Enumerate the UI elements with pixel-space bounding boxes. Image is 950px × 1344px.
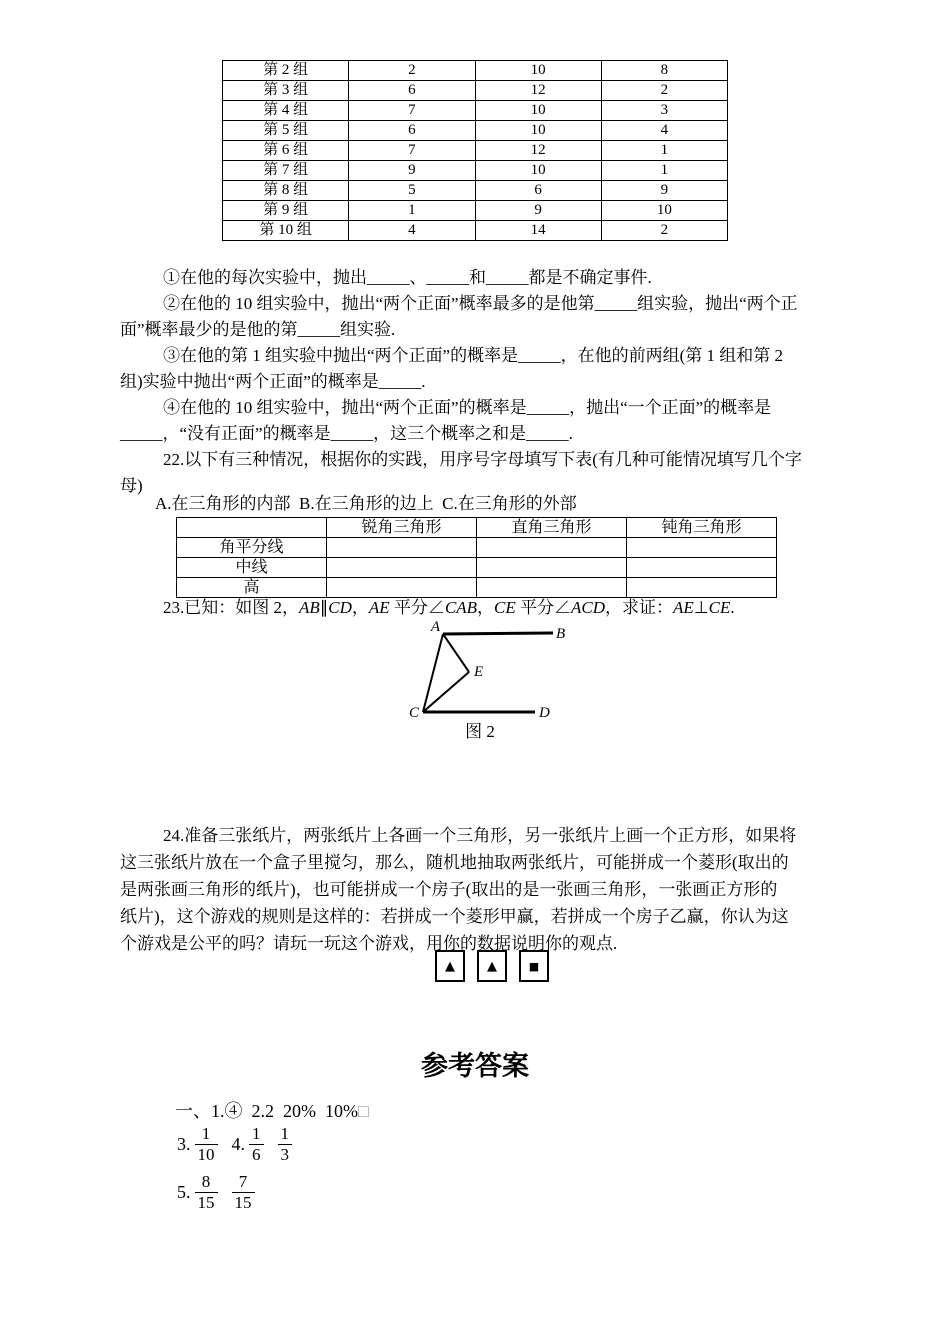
table-cell: 10 — [601, 201, 727, 221]
table-cell: 4 — [349, 221, 475, 241]
table-cell: 6 — [475, 181, 601, 201]
fraction-denominator: 3 — [278, 1144, 293, 1165]
table-cell: 第 6 组 — [223, 141, 349, 161]
column-header: 锐角三角形 — [327, 518, 477, 538]
triangle-card — [477, 950, 507, 982]
answer-line-3 — [177, 1172, 269, 1212]
column-header: 直角三角形 — [477, 518, 627, 538]
table-cell: 第 3 组 — [223, 81, 349, 101]
question-line: _____，“没有正面”的概率是_____，这三个概率之和是_____. — [120, 424, 573, 443]
line-AC — [423, 634, 443, 712]
table-cell: 2 — [601, 81, 727, 101]
table-row — [177, 558, 777, 578]
question-line: ④在他的 10 组实验中，抛出“两个正面”的概率是_____，抛出“一个正面”的概率是 — [163, 398, 772, 417]
fraction — [195, 1124, 218, 1164]
text-segment: 平分∠ — [389, 598, 445, 617]
table-row — [223, 81, 728, 101]
question-line: 面”概率最少的是他的第_____组实验. — [120, 320, 396, 339]
table-cell — [177, 518, 327, 538]
text-segment: ，求证： — [605, 598, 674, 617]
table-cell: 2 — [349, 61, 475, 81]
fraction — [232, 1172, 255, 1212]
math-var: AB — [299, 598, 320, 617]
triangle-icon: ▲ — [445, 958, 455, 974]
answer-cell — [477, 538, 627, 558]
experiment-results-table — [222, 60, 728, 241]
table-cell: 第 8 组 — [223, 181, 349, 201]
table-cell: 10 — [475, 101, 601, 121]
fraction-denominator: 15 — [195, 1192, 218, 1213]
figure-2-geometry-diagram — [398, 618, 608, 730]
answer-cell — [327, 538, 477, 558]
table-cell: 6 — [349, 121, 475, 141]
math-var: CAB — [444, 598, 478, 617]
table-row — [223, 61, 728, 81]
table-cell: 3 — [601, 101, 727, 121]
table-cell: 第 9 组 — [223, 201, 349, 221]
square-card — [519, 950, 549, 982]
table-row — [223, 121, 728, 141]
triangle-icon: ▲ — [487, 958, 497, 974]
fraction — [278, 1124, 293, 1164]
question-line: 组)实验中抛出“两个正面”的概率是_____. — [120, 372, 426, 391]
answer-text: 一、1.④ 2.2 20% 10% — [175, 1101, 358, 1121]
table-row — [223, 161, 728, 181]
table-cell: 12 — [475, 81, 601, 101]
text-segment: 23.已知：如图 2， — [163, 598, 299, 617]
text-segment: ， — [477, 598, 495, 617]
question-24-text — [120, 822, 890, 957]
point-label-A: A — [430, 619, 440, 635]
answer-cell — [627, 558, 777, 578]
table-cell: 7 — [349, 141, 475, 161]
table-cell: 6 — [349, 81, 475, 101]
fraction-denominator: 10 — [195, 1144, 218, 1165]
table-cell: 第 5 组 — [223, 121, 349, 141]
figure-2-caption: 图 2 — [465, 722, 495, 741]
answer-item-label: 4. — [231, 1133, 245, 1154]
question-line: 纸片)，这个游戏的规则是这样的：若拼成一个菱形甲赢，若拼成一个房子乙赢，你认为这 — [120, 907, 789, 926]
table-cell: 10 — [475, 121, 601, 141]
perpendicular-symbol: ⊥ — [693, 598, 709, 617]
table-cell: 1 — [601, 161, 727, 181]
text-segment: . — [730, 598, 735, 617]
question-21-22-text — [120, 265, 890, 499]
table-cell: 7 — [349, 101, 475, 121]
math-var: AE — [673, 598, 694, 617]
fraction-numerator: 7 — [238, 1172, 248, 1191]
answer-cell — [477, 578, 627, 598]
fraction-denominator: 15 — [232, 1192, 255, 1213]
table-row — [223, 141, 728, 161]
math-var: CE — [494, 598, 516, 617]
question-line: 24.准备三张纸片，两张纸片上各画一个三角形，另一张纸片上画一个正方形，如果将 — [163, 826, 797, 845]
table-cell: 9 — [475, 201, 601, 221]
point-label-B: B — [556, 626, 566, 642]
answer-cell — [477, 558, 627, 578]
table-row — [223, 201, 728, 221]
table-cell: 1 — [601, 141, 727, 161]
paper-cards-row — [435, 950, 549, 982]
fraction-numerator: 8 — [201, 1172, 211, 1191]
missing-glyph-box: □ — [358, 1101, 369, 1121]
fraction — [195, 1172, 218, 1212]
table-cell: 10 — [475, 161, 601, 181]
table-cell: 第 2 组 — [223, 61, 349, 81]
table-cell: 9 — [349, 161, 475, 181]
math-var: AE — [368, 598, 390, 617]
question-line: ②在他的 10 组实验中，抛出“两个正面”概率最多的是他第_____组实验，抛出“两个正 — [163, 294, 798, 313]
triangle-card — [435, 950, 465, 982]
answers-heading: 参考答案 — [421, 1051, 529, 1081]
math-var: CE — [708, 598, 731, 617]
answer-line-2 — [177, 1124, 306, 1164]
triangle-classification-table — [176, 517, 777, 598]
table-row — [223, 101, 728, 121]
parallel-symbol: ∥ — [319, 598, 329, 617]
point-label-E: E — [474, 664, 484, 680]
row-header: 角平分线 — [177, 538, 327, 558]
math-var: ACD — [571, 598, 606, 617]
question-line: 22.以下有三种情况，根据你的实践，用序号字母填写下表(有几种可能情况填写几个字 — [163, 450, 802, 469]
table-cell: 第 10 组 — [223, 221, 349, 241]
table-cell: 14 — [475, 221, 601, 241]
question-line: 这三张纸片放在一个盒子里搅匀，那么，随机地抽取两张纸片，可能拼成一个菱形(取出的 — [120, 853, 789, 872]
answer-item-label: 3. — [177, 1133, 191, 1154]
line-AE — [443, 634, 469, 672]
table-cell: 4 — [601, 121, 727, 141]
square-icon: ■ — [528, 959, 540, 973]
answer-line-1 — [132, 1100, 369, 1122]
table-row — [177, 518, 777, 538]
answer-cell — [627, 578, 777, 598]
point-label-C: C — [408, 705, 419, 721]
point-label-D: D — [539, 705, 550, 721]
table-row — [177, 578, 777, 598]
text-segment: ， — [351, 598, 369, 617]
question-line: 是两张画三角形的纸片)，也可能拼成一个房子(取出的是一张画三角形，一张画正方形的 — [120, 880, 778, 899]
math-var: CD — [328, 598, 352, 617]
table-row — [177, 538, 777, 558]
table-cell: 8 — [601, 61, 727, 81]
answer-cell — [327, 558, 477, 578]
table-cell: 1 — [349, 201, 475, 221]
table-cell: 5 — [349, 181, 475, 201]
answer-cell — [327, 578, 477, 598]
fraction-numerator: 1 — [201, 1124, 211, 1143]
line-CE — [423, 672, 469, 712]
question-line: ③在他的第 1 组实验中抛出“两个正面”的概率是_____，在他的前两组(第 1 组和第 2 — [163, 346, 784, 365]
fraction-numerator: 1 — [280, 1124, 289, 1143]
answer-item-label: 5. — [177, 1181, 191, 1202]
table-row — [223, 221, 728, 241]
question-line: ①在他的每次实验中，抛出_____、_____和_____都是不确定事件. — [163, 268, 652, 287]
fraction-numerator: 1 — [252, 1124, 261, 1143]
table-cell: 12 — [475, 141, 601, 161]
answer-cell — [627, 538, 777, 558]
text-segment: 平分∠ — [515, 598, 572, 617]
table-cell: 10 — [475, 61, 601, 81]
table-cell: 9 — [601, 181, 727, 201]
line-AB — [443, 633, 553, 634]
table-cell: 2 — [601, 221, 727, 241]
fraction-denominator: 6 — [249, 1144, 264, 1165]
row-header: 高 — [177, 578, 327, 598]
question-line: 母) — [120, 476, 143, 495]
fraction — [249, 1124, 264, 1164]
column-header: 钝角三角形 — [627, 518, 777, 538]
question-line: 个游戏是公平的吗？请玩一玩这个游戏，用你的数据说明你的观点. — [120, 934, 618, 953]
question-22-options: A.在三角形的内部 B.在三角形的边上 C.在三角形的外部 — [155, 494, 577, 513]
table-cell: 第 4 组 — [223, 101, 349, 121]
row-header: 中线 — [177, 558, 327, 578]
table-cell: 第 7 组 — [223, 161, 349, 181]
table-row — [223, 181, 728, 201]
question-23-text — [120, 597, 950, 619]
